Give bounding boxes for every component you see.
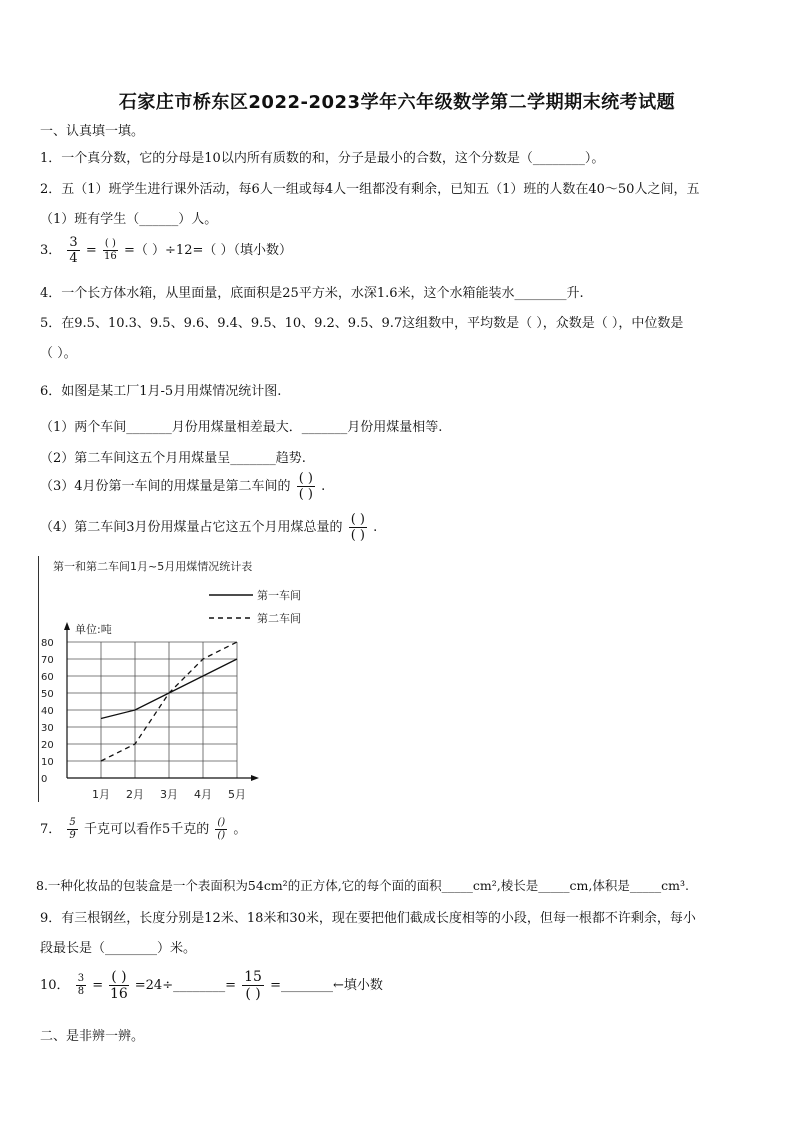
question-1: 1．一个真分数，它的分母是10以内所有质数的和，分子是最小的合数，这个分数是（________）。 (40, 151, 605, 166)
legend-label-2: 第二车间 (257, 612, 301, 625)
x-tick-label: 3月 (160, 788, 178, 801)
y-tick-label: 40 (41, 706, 54, 717)
q6-3-fraction (297, 472, 315, 501)
question-6-part-2: （2）第二车间这五个月用煤量呈_______趋势. (40, 451, 306, 466)
q10-middle: =24÷________= (134, 978, 236, 993)
question-6: 6．如图是某工厂1月-5月用煤情况统计图. (40, 384, 282, 399)
q3-fraction-2 (103, 239, 118, 262)
question-10 (40, 970, 383, 1001)
q6-3-text: （3）4月份第一车间的用煤量是第二车间的 (40, 479, 291, 494)
section-1-heading: 一、认真填一填。 (40, 124, 145, 139)
question-9-line-2: 段最长是（________）米。 (40, 941, 197, 956)
y-axis-arrow (64, 622, 70, 630)
question-2-line-2: （1）班有学生（______）人。 (40, 212, 218, 227)
y-tick-label: 50 (41, 689, 54, 700)
q6-4-denominator: ( ) (350, 528, 365, 543)
q10-denominator-1: 8 (77, 986, 85, 997)
chart-title: 第一和第二车间1月~5月用煤情况统计表 (53, 560, 253, 573)
coal-usage-chart (38, 556, 311, 802)
q3-number: 3． (40, 243, 62, 258)
q3-numerator-2: ( ) (104, 238, 116, 249)
q6-4-fraction (349, 513, 367, 542)
q10-fraction-1 (76, 974, 86, 997)
q10-numerator-1: 3 (77, 973, 85, 984)
q10-end: =________←填小数 (270, 978, 383, 993)
q3-denominator-2: 16 (104, 251, 117, 262)
q6-3-numerator: ( ) (298, 471, 313, 486)
q6-3-dot: . (321, 479, 326, 494)
q7-fraction-2 (215, 818, 227, 841)
y-tick-label: 60 (41, 672, 54, 683)
section-2-heading: 二、是非辨一辨。 (40, 1029, 145, 1044)
q7-numerator-1: 5 (69, 817, 76, 828)
q3-denominator-1: 4 (69, 251, 78, 266)
q10-number: 10． (40, 978, 70, 993)
x-tick-label: 2月 (126, 788, 144, 801)
q3-numerator-1: 3 (69, 235, 78, 250)
question-4: 4．一个长方体水箱，从里面量，底面积是25平方米，水深1.6米，这个水箱能装水________升. (40, 286, 584, 301)
question-8: 8.一种化妆品的包装盒是一个表面积为54cm²的正方体,它的每个面的面积_____cm²,棱长是_____cm,体积是_____cm³. (36, 878, 689, 893)
q7-fraction-1 (67, 818, 77, 841)
q6-4-dot: . (373, 520, 378, 535)
q6-4-numerator: ( ) (350, 512, 365, 527)
plot-area (41, 622, 259, 801)
question-2-line-1: 2．五（1）班学生进行课外活动，每6人一组或每4人一组都没有剩余，已知五（1）班的人数在40～50人之间，五 (40, 182, 700, 197)
question-9-line-1: 9．有三根钢丝，长度分别是12米、18米和30米，现在要把他们截成长度相等的小段，但每一根都不许剩余，每小 (40, 911, 696, 926)
x-tick-label: 1月 (92, 788, 110, 801)
y-tick-label: 30 (41, 723, 54, 734)
q6-3-denominator: ( ) (298, 487, 313, 502)
x-axis-arrow (251, 775, 259, 781)
q10-denominator-3: ( ) (245, 986, 261, 1002)
q10-denominator-2: 16 (110, 986, 128, 1002)
q10-numerator-2: ( ) (111, 969, 127, 985)
q7-denominator-1: 9 (69, 830, 76, 841)
q7-denominator-2: () (217, 830, 226, 841)
y-tick-label: 70 (41, 655, 54, 666)
q10-fraction-2 (109, 970, 128, 1001)
q7-end: 。 (233, 822, 247, 837)
q10-numerator-3: 15 (244, 969, 262, 985)
q7-text: 千克可以看作5千克的 (83, 822, 210, 837)
legend-label-1: 第一车间 (257, 589, 301, 602)
q3-fraction-1 (67, 236, 79, 265)
chart-unit: 单位:吨 (75, 623, 112, 636)
y-tick-label: 0 (41, 774, 48, 785)
question-6-part-4 (40, 513, 377, 542)
question-5-line-1: 5．在9.5、10.3、9.5、9.6、9.4、9.5、10、9.2、9.5、9.7这组数中，平均数是（ ），众数是（ ），中位数是 (40, 316, 684, 331)
q6-4-text: （4）第二车间3月份用煤量占它这五个月用煤总量的 (40, 520, 343, 535)
y-tick-label: 20 (41, 740, 54, 751)
q7-numerator-2: () (217, 817, 226, 828)
y-tick-label: 80 (41, 638, 54, 649)
question-6-part-1: （1）两个车间_______月份用煤量相差最大．_______月份用煤量相等. (40, 420, 443, 435)
question-5-line-2: （ ）。 (40, 346, 77, 361)
chart-svg (39, 556, 311, 802)
q3-rest: =（ ）÷12=（ ）（填小数） (124, 243, 293, 258)
q10-fraction-3 (242, 970, 264, 1001)
question-3 (40, 236, 292, 265)
q10-equals: = (92, 978, 104, 993)
x-tick-label: 4月 (194, 788, 212, 801)
y-tick-label: 10 (41, 757, 54, 768)
question-6-part-3 (40, 472, 325, 501)
question-7 (40, 818, 246, 841)
q3-equals: = (85, 243, 97, 258)
q7-number: 7． (40, 822, 62, 837)
page-title: 石家庄市桥东区2022-2023学年六年级数学第二学期期末统考试题 (118, 92, 676, 113)
x-tick-label: 5月 (228, 788, 246, 801)
